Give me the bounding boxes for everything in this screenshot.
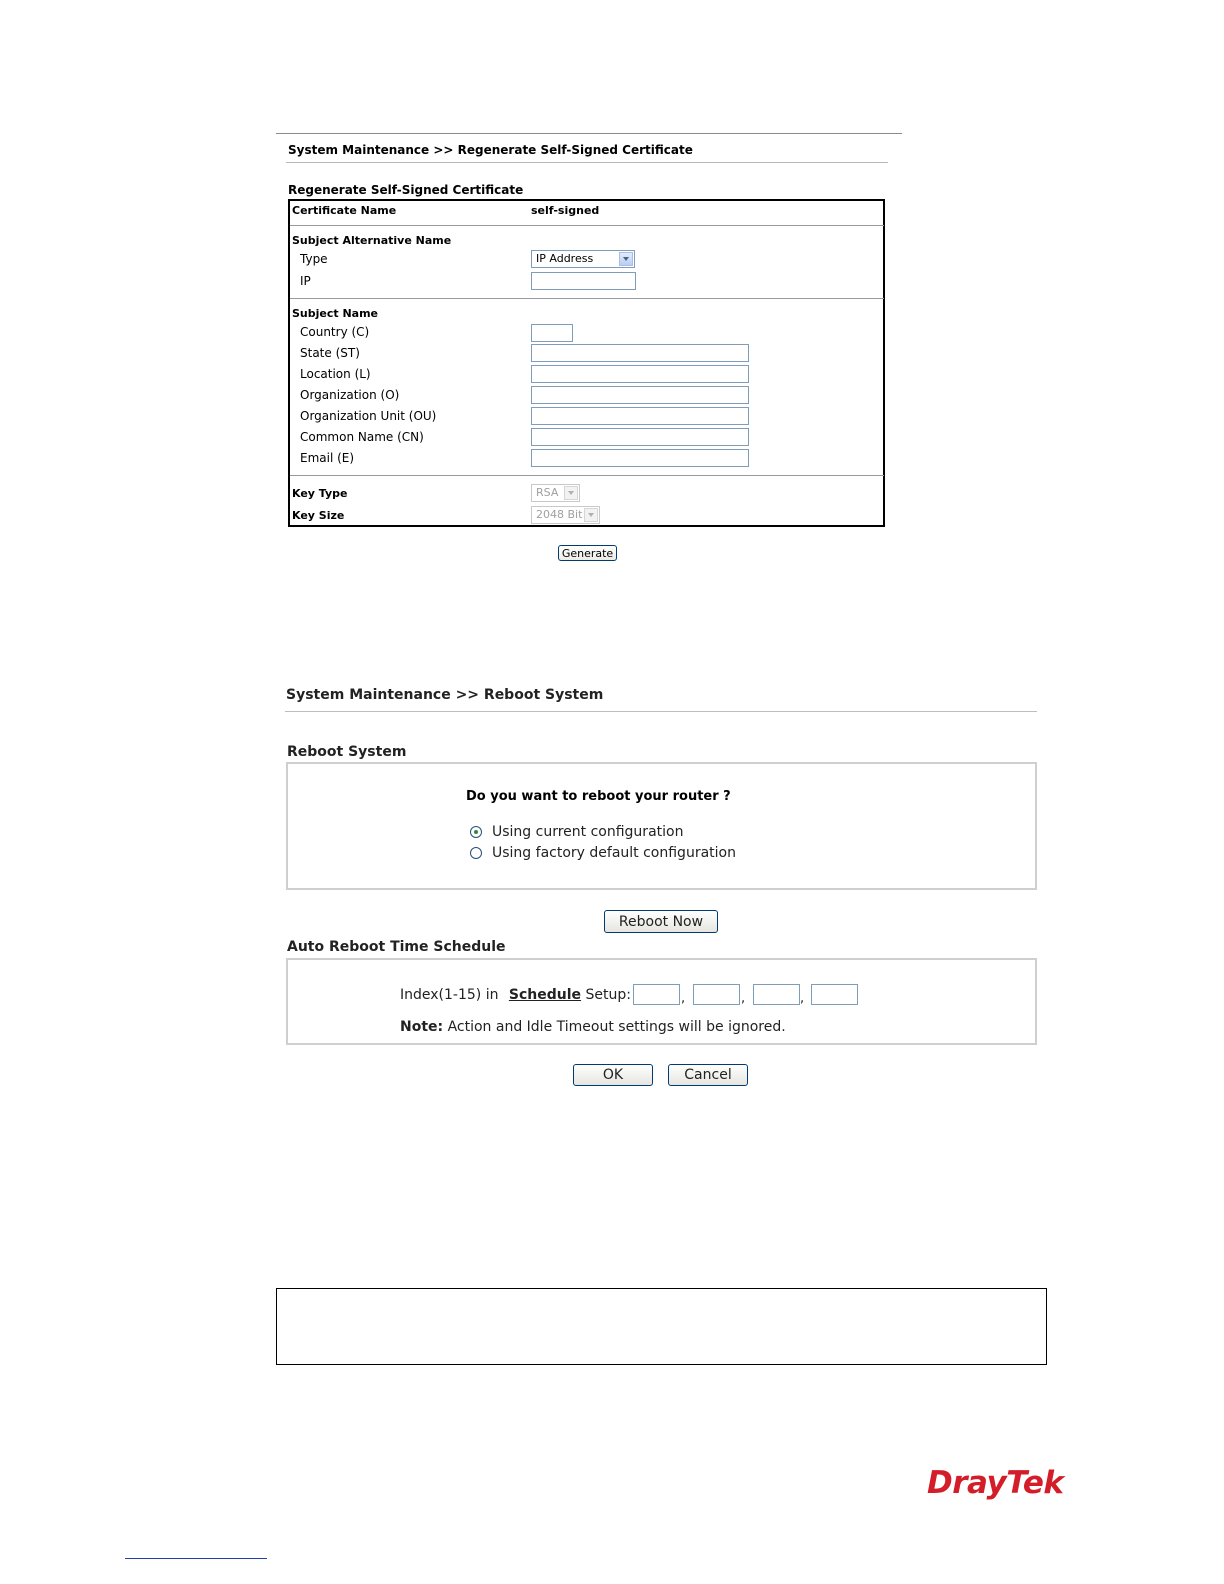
schedule-note [400,1019,786,1035]
location-label: Location (L) [300,367,371,381]
breadcrumb: System Maintenance >> Regenerate Self-Signed Certificate [288,143,693,157]
note-label: Note: [400,1019,444,1035]
organization-input[interactable] [531,386,749,404]
email-input[interactable] [531,449,749,467]
ok-button[interactable]: OK [573,1064,653,1086]
reboot-breadcrumb: System Maintenance >> Reboot System [286,687,604,703]
organization-unit-label: Organization Unit (OU) [300,409,437,423]
certificate-form [288,199,885,527]
chevron-down-icon [619,252,633,266]
certificate-name-label: Certificate Name [292,204,397,217]
section-title: Regenerate Self-Signed Certificate [288,183,524,197]
state-label: State (ST) [300,346,360,360]
key-type-select [531,484,580,502]
type-select[interactable] [531,250,635,268]
common-name-label: Common Name (CN) [300,430,424,444]
ip-label: IP [300,274,311,288]
schedule-index-label [400,987,631,1003]
row-divider [290,298,884,299]
radio-factory-default-label[interactable]: Using factory default configuration [492,845,736,861]
country-label: Country (C) [300,325,370,339]
radio-current-config-label[interactable]: Using current configuration [492,824,684,840]
row-divider [290,225,884,226]
organization-unit-input[interactable] [531,407,749,425]
auto-reboot-title: Auto Reboot Time Schedule [287,939,506,955]
certificate-name-value: self-signed [531,204,600,217]
common-name-input[interactable] [531,428,749,446]
type-label: Type [300,252,328,266]
reboot-now-button[interactable]: Reboot Now [604,910,718,933]
draytek-logo: DrayTek [927,1465,1064,1501]
row-divider [290,475,884,476]
chevron-down-icon [584,508,598,522]
index-prefix: Index(1-15) in [400,987,499,1003]
email-label: Email (E) [300,451,355,465]
key-size-label: Key Size [292,509,345,522]
comma-separator: , [741,991,746,1006]
radio-current-config[interactable] [470,826,482,838]
schedule-index-1[interactable] [633,984,680,1005]
location-input[interactable] [531,365,749,383]
country-input[interactable] [531,324,573,342]
note-text: Action and Idle Timeout settings will be ignored. [447,1019,786,1035]
generate-button[interactable]: Generate [558,545,617,561]
key-type-label: Key Type [292,487,348,500]
ip-input[interactable] [531,272,636,290]
chevron-down-icon [564,486,578,500]
organization-label: Organization (O) [300,388,400,402]
subject-name-heading: Subject Name [292,307,379,320]
subject-alt-name-heading: Subject Alternative Name [292,234,452,247]
empty-note-box [276,1288,1047,1365]
type-select-value: IP Address [536,252,594,265]
cancel-button[interactable]: Cancel [668,1064,748,1086]
schedule-index-2[interactable] [693,984,740,1005]
index-suffix: Setup: [585,987,631,1003]
key-size-select [531,506,600,524]
schedule-link[interactable]: Schedule [508,987,582,1003]
key-size-value: 2048 Bit [536,508,583,521]
footer-underline [125,1558,267,1559]
comma-separator: , [681,991,686,1006]
reboot-question: Do you want to reboot your router ? [466,789,731,804]
schedule-index-3[interactable] [753,984,800,1005]
top-divider [276,133,902,134]
schedule-index-4[interactable] [811,984,858,1005]
breadcrumb-divider [285,711,1037,712]
comma-separator: , [800,991,805,1006]
key-type-value: RSA [536,486,559,499]
radio-factory-default[interactable] [470,847,482,859]
breadcrumb-divider [286,162,888,163]
reboot-section-title: Reboot System [287,744,407,760]
state-input[interactable] [531,344,749,362]
